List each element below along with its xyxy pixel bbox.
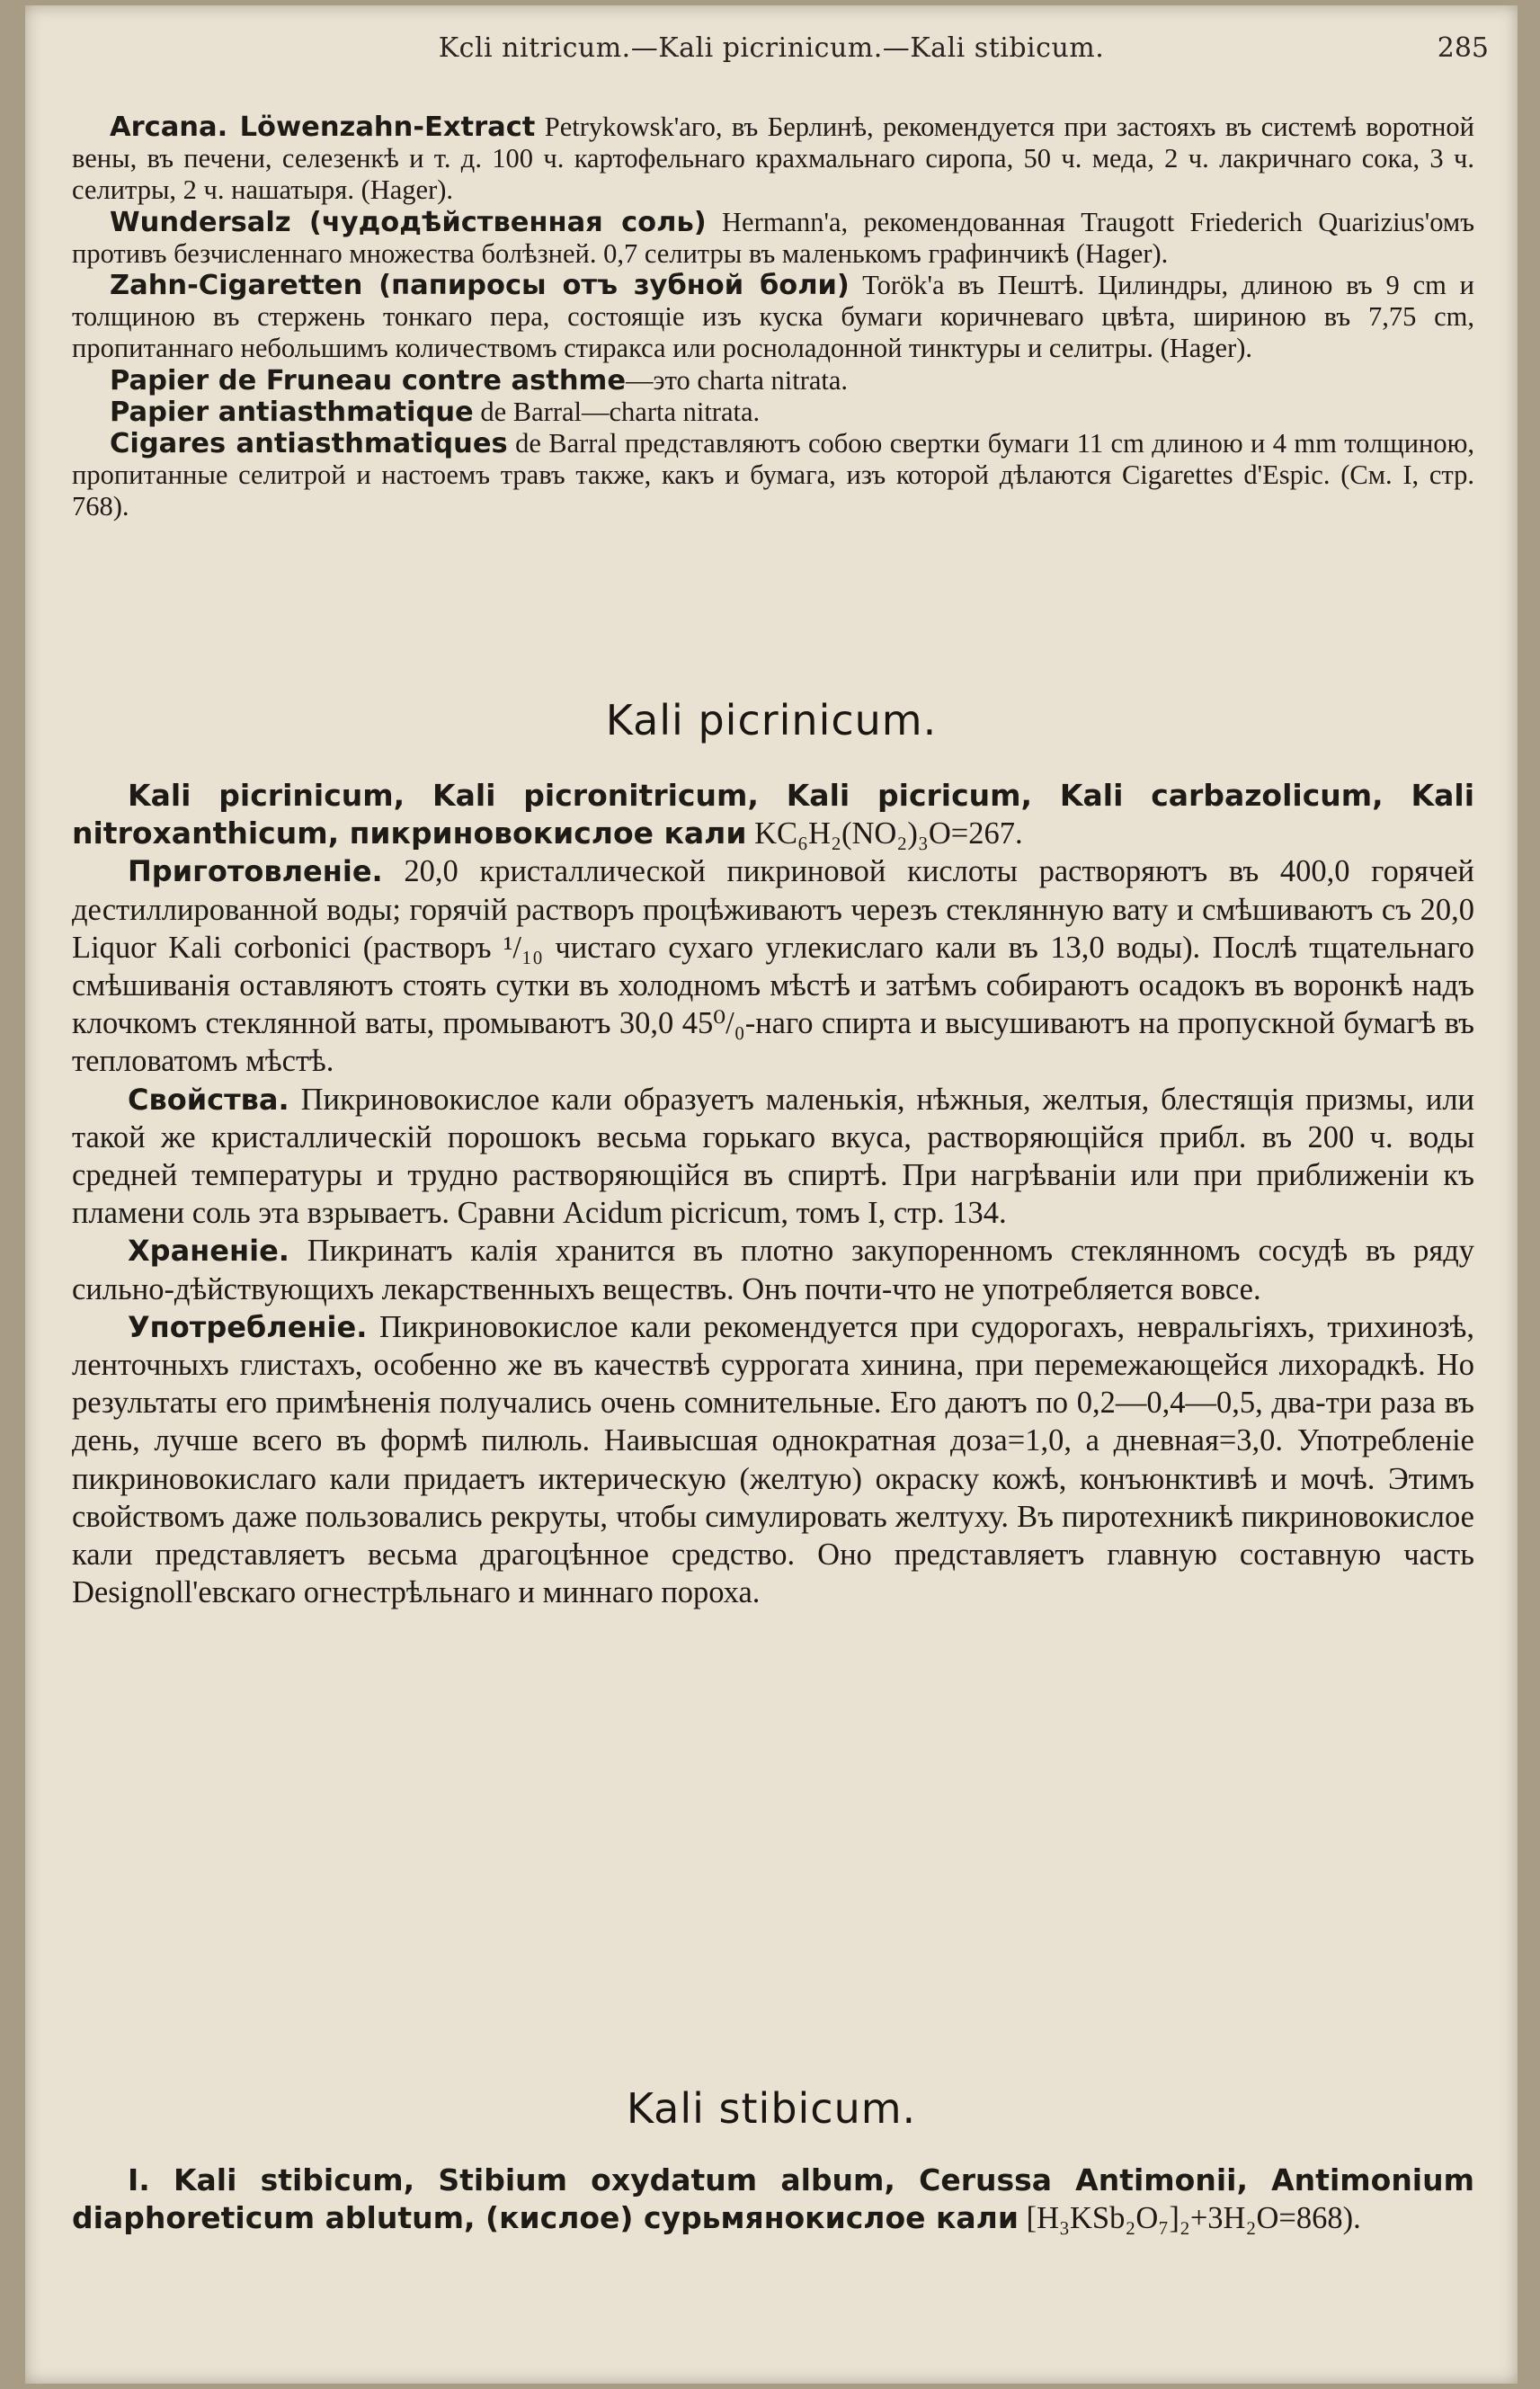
note-label: Papier antiasthmatique — [110, 396, 474, 428]
note-text: de Barral представляютъ собою свертки бумаги 11 cm длиною и 4 mm толщиною, пропитанные селитрой и настоемъ травъ также, какъ и бумага, изъ которой дѣлаются Cigarettes d'Espic. (См. I, стр. 768). — [72, 428, 1474, 522]
synonym-list: I. Kali stibicum, Stibium oxydatum album, Cerussa Antimonii, Antimonium diaphoreticum ablutum, (кислое) сурьмянокислое кали — [72, 2162, 1474, 2236]
note-paragraph — [72, 111, 1474, 207]
note-label: Papier de Fruneau contre asthme — [110, 364, 627, 397]
note-paragraph — [72, 207, 1474, 270]
usage-paragraph — [72, 1308, 1474, 1612]
nitricum-notes — [72, 111, 1474, 523]
note-label: Cigares antiasthmatiques — [110, 428, 508, 460]
chemical-formula: KC₆H₂(NO₂)₃O=267. — [746, 816, 1023, 851]
usage-text: Пикриновокислое кали рекомендуется при судорогахъ, невральгіяхъ, трихинозѣ, ленточныхъ глистахъ, особенно же въ качествѣ суррогата хинина, при перемежающейся лихорадкѣ. Но результаты его примѣненія получались очень сомнительные. Его даютъ по 0,2—0,4—0,5, два-три раза въ день, лучше всего въ формѣ пилюль. Наивысшая однократная доза=1,0, а дневная=3,0. Употребленіе пикриновокислаго кали придаетъ иктерическую (желтую) окраску кожѣ, конъюнктивѣ и мочѣ. Этимъ свойствомъ даже пользовались рекруты, чтобы симулировать желтуху. Въ пиротехникѣ пикриновокислое кали представляетъ весьма драгоцѣнное средство. Оно представляетъ главную составную часть Designoll'евскаго огнестрѣльнаго и миннаго пороха. — [72, 1309, 1474, 1610]
note-paragraph — [72, 397, 1474, 428]
note-text: Torök'а въ Пештѣ. Цилиндры, длиною въ 9 cm и толщиною въ стержень тонкаго пера, состоящіе изъ куска бумаги коричневаго цвѣта, шириною въ 7,75 cm, пропитаннаго небольшимъ количествомъ стиракса или росноладонной тинктуры и селитры. (Hager). — [72, 270, 1474, 364]
note-text: de Barral—charta nitrata. — [473, 396, 761, 427]
running-head — [25, 32, 1518, 72]
synonym-paragraph — [72, 777, 1474, 852]
note-paragraph — [72, 428, 1474, 523]
usage-label: Употребленіе. — [128, 1309, 368, 1344]
preparation-label: Приготовленіе. — [128, 854, 383, 889]
running-head-title: Kcli nitricum.—Kali picrinicum.—Kali stibicum. — [438, 32, 1105, 64]
chemical-formula: [H₃KSb₂O₇]₂+3H₂O=868). — [1018, 2201, 1361, 2236]
picrinicum-body — [72, 777, 1474, 1611]
note-paragraph — [72, 270, 1474, 365]
note-text: Hermann'а, рекомендованная Traugott Friederich Quarizius'омъ противъ безчисленнаго множества болѣзней. 0,7 селитры въ маленькомъ графинчикѣ (Hager). — [72, 206, 1474, 269]
book-page — [25, 5, 1518, 2384]
note-paragraph — [72, 365, 1474, 397]
synonym-list: Kali picrinicum, Kali picronitricum, Kali picricum, Kali carbazolicum, Kali nitroxanthicum, пикриновокислое кали — [72, 778, 1474, 851]
section-heading-picrinicum: Kali picrinicum. — [605, 696, 938, 744]
storage-text: Пикринатъ калія хранится въ плотно закупоренномъ стеклянномъ сосудѣ въ ряду сильно-дѣйствующихъ лекарственныхъ веществъ. Онъ почти-что не употребляется вовсе. — [72, 1234, 1474, 1306]
properties-paragraph — [72, 1081, 1474, 1233]
note-text: Petrykowsk'аго, въ Берлинѣ, рекомендуется при застояхъ въ системѣ воротной вены, въ печени, селезенкѣ и т. д. 100 ч. картофельнаго крахмальнаго сиропа, 50 ч. меда, 2 ч. лакричнаго сока, 3 ч. селитры, 2 ч. нашатыря. (Hager). — [72, 111, 1475, 206]
preparation-paragraph — [72, 852, 1474, 1080]
note-label: Wundersalz (чудодѣйственная соль) — [110, 206, 707, 238]
section-heading-stibicum: Kali stibicum. — [626, 2084, 917, 2133]
stibicum-body — [72, 2162, 1474, 2237]
page-number: 285 — [1437, 32, 1489, 64]
note-label: Arcana. Löwenzahn-Extract — [110, 111, 536, 143]
storage-paragraph — [72, 1232, 1474, 1307]
synonym-paragraph — [72, 2162, 1474, 2237]
preparation-text: 20,0 кристаллической пикриновой кислоты растворяютъ въ 400,0 горячей дестиллированной воды; горячій растворъ процѣживаютъ черезъ стеклянную вату и смѣшиваютъ съ 20,0 Liquor Kali corbonici (растворъ ¹/₁₀ чистаго сухаго углекислаго кали въ 13,0 воды). Послѣ тщательнаго смѣшиванія оставляютъ стоять сутки въ холодномъ мѣстѣ и затѣмъ собираютъ осадокъ въ воронкѣ надъ клочкомъ стеклянной ваты, промываютъ 30,0 45⁰/₀-наго спирта и высушиваютъ на пропускной бумагѣ въ тепловатомъ мѣстѣ. — [72, 854, 1474, 1079]
storage-label: Храненіе. — [128, 1234, 289, 1269]
note-text: —это charta nitrata. — [626, 364, 849, 396]
note-label: Zahn-Cigaretten (папиросы отъ зубной боли) — [110, 270, 850, 302]
properties-text: Пикриновокислое кали образуетъ маленькія, нѣжныя, желтыя, блестящія призмы, или такой же кристаллическій порошокъ весьма горькаго вкуса, растворяющійся прибл. въ 200 ч. воды средней температуры и трудно растворяющійся въ спиртѣ. При нагрѣваніи или при приближеніи къ пламени соль эта взрываетъ. Сравни Acidum picricum, томъ I, стр. 134. — [72, 1082, 1474, 1231]
properties-label: Свойства. — [128, 1082, 289, 1117]
